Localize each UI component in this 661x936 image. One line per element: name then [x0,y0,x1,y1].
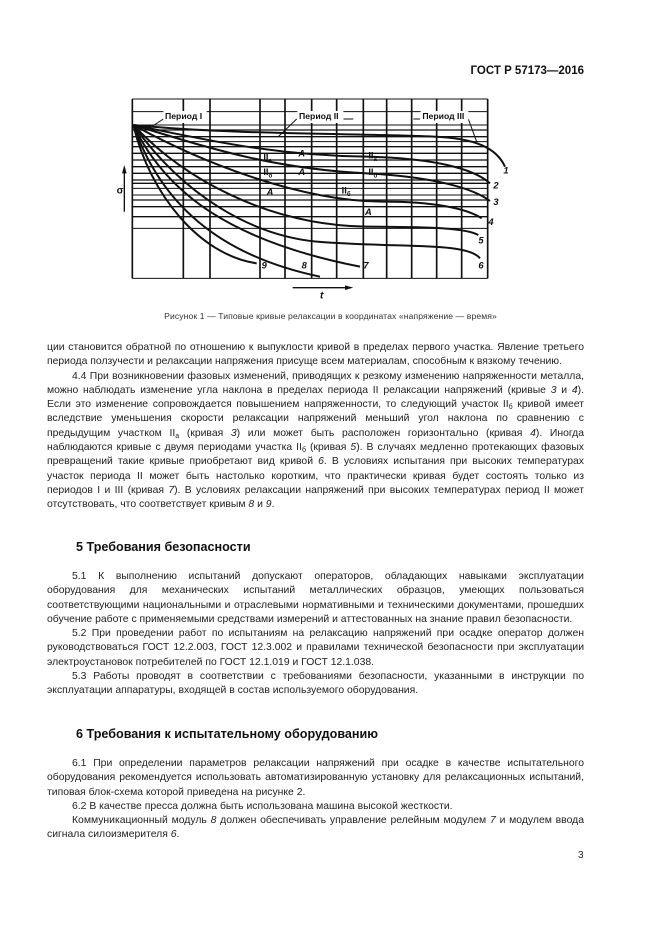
text-run: . [271,499,275,511]
text-run: ) или может быть расположен горизонтально (кривая [236,427,531,439]
y-axis-label: σ [116,185,124,197]
segment-iia-label: $II_а$ [368,150,377,163]
curve-label-6: 6 [478,260,484,271]
subscript: б [508,404,513,412]
paragraph-4-4 [47,370,584,513]
text-run: 5.1 К выполнению испытаний допускают операторов, обладающих навыками эксплуатации оборудования для механических испытаний металлических образцов, умеющих пользоваться соответствующими национальными и отраслевыми нормативными и техническими документами, прошедших обучение работе с применяемыми средствами измерений и аттестованных на знание правил безопасности. [47,571,584,625]
paragraph-6-1 [47,757,584,800]
segment-a-label: A [266,187,274,197]
text-run: 6.1 При определении параметров релаксации напряжений при осадке в качестве испытательного оборудования рекомендуется использовать автоматизированную установку для релаксационных испытаний, типовая блок-схема которой приведена на рисунке 2. [47,758,584,798]
text-run: 5.3 Работы проводят в соответствии с требованиями безопасности, указанными в инструкции по эксплуатации аппаратуры, входящей в состав используемого оборудования. [47,671,584,697]
segment-iib-label: $II_б$ [263,167,273,180]
subscript: а [175,432,180,440]
curve-label-8: 8 [301,260,307,271]
curve-label-4: 4 [488,217,494,227]
curve-label-5: 5 [478,235,484,246]
italic-ref: 3 [230,427,237,439]
segment-iib-label: $II_б$ [341,185,351,198]
text-run: (кривая [305,442,351,454]
italic-ref: 9 [265,499,272,511]
italic-ref: 6 [170,829,177,841]
curve-label-3: 3 [493,197,499,207]
x-axis-label: t [320,290,324,302]
body-section-6 [47,757,584,843]
figure-caption: Рисунок 1 — Типовые кривые релаксации в координатах «напряжение — время» [164,311,497,321]
curve-label-2: 2 [493,180,499,191]
text-run: . В условиях испытания при высоких температурах участок периода II может быть настолько коротким, что практически кривая будет состоять только из периодов I и III (кривая [47,456,584,496]
section-6-heading: 6 Требования к испытательному оборудованию [76,727,379,741]
text-run: 4.4 При возникновении фазовых изменений, приводящих к резкому изменению напряженности металла, можно наблюдать изменение угла наклона в пределах периода II релаксации напряжений (кривые [47,370,584,396]
text-run: 6.2 В качестве пресса должна быть использована машина высокой жесткости. [72,800,453,812]
text-run: Коммуникационный модуль [72,815,211,827]
curve-label-1: 1 [503,165,509,176]
paragraph-continuation [47,341,584,370]
segment-a-label: A [365,207,372,217]
text-run: ). В случаях медленно протекающих фазовых превращений такие кривые приобретают вид кривой [47,442,584,468]
text-run: и модулем ввода сигнала силоизмерителя [47,815,584,841]
text-run: 5.2 При проведении работ по испытаниям на релаксацию напряжений при осадке оператор должен руководствоваться ГОСТ 12.2.003, ГОСТ 12.3.002 и правилами технической безопасности при эксплуатации электроустановок потребителей по ГОСТ 12.1.019 и ГОСТ 12.1.038. [47,628,584,668]
italic-ref: 5 [350,442,357,454]
curve-label-7: 7 [363,260,369,271]
text-run: должен обеспечивать управление релейным модулем [216,815,490,827]
page-number: 3 [578,850,584,861]
italic-ref: 7 [168,484,175,496]
text-run: кривой имеет вследствие уменьшения скорости релаксации напряжений меньший угол наклона по сравнению с предыдущим участком II [47,399,584,439]
italic-ref: 8 [248,499,255,511]
paragraph-5-3 [47,670,584,699]
segment-a-label: A [298,167,306,177]
text-run: ции становится обратной по отношению к выпуклости кривой в пределах первого участка. Явление третьего периода ползучести и релаксации напряжения присуще всем материалам, способным к вязкому течению. [47,342,584,368]
period-2-label: Период II [299,111,339,121]
text-run: и [556,384,572,396]
italic-ref: 6 [318,456,324,468]
document-header: ГОСТ Р 57173—2016 [470,65,584,77]
section-5-heading: 5 Требования безопасности [76,540,251,554]
italic-ref: 7 [490,815,496,827]
paragraph-6-2 [47,800,584,814]
text-run: ). Если это изменение сопровождается повышением напряженности, то следующий участок II [47,384,584,411]
curve-label-9: 9 [261,260,267,271]
italic-ref: 8 [210,815,217,827]
text-run: . [176,829,180,841]
paragraph-5-2 [47,627,584,670]
relaxation-curves-figure [100,95,520,325]
segment-iib-label: $II_б$ [368,167,378,180]
period-3-label: Период III [422,111,465,121]
text-run: и [254,499,266,511]
curve-4 [133,125,481,218]
italic-ref: 3 [550,384,557,396]
segment-a-label: A [298,148,306,159]
body-section-4 [47,341,584,513]
period-1-label: Период I [165,111,203,121]
paragraph-6-2-cont [47,814,584,843]
text-run: ). Иногда наблюдаются кривые с двумя периодами участка II [47,427,585,454]
italic-ref: 4 [530,427,536,439]
text-run: (кривая [179,427,231,439]
italic-ref: 4 [571,384,578,396]
body-section-5 [47,570,584,699]
paragraph-5-1 [47,570,584,627]
text-run: ). В условиях релаксации напряжений при высоких температурах период II может отсутствовать, что соответствует кривым [47,484,584,511]
subscript: б [301,447,306,455]
segment-iia-label: $II_а$ [263,152,272,165]
